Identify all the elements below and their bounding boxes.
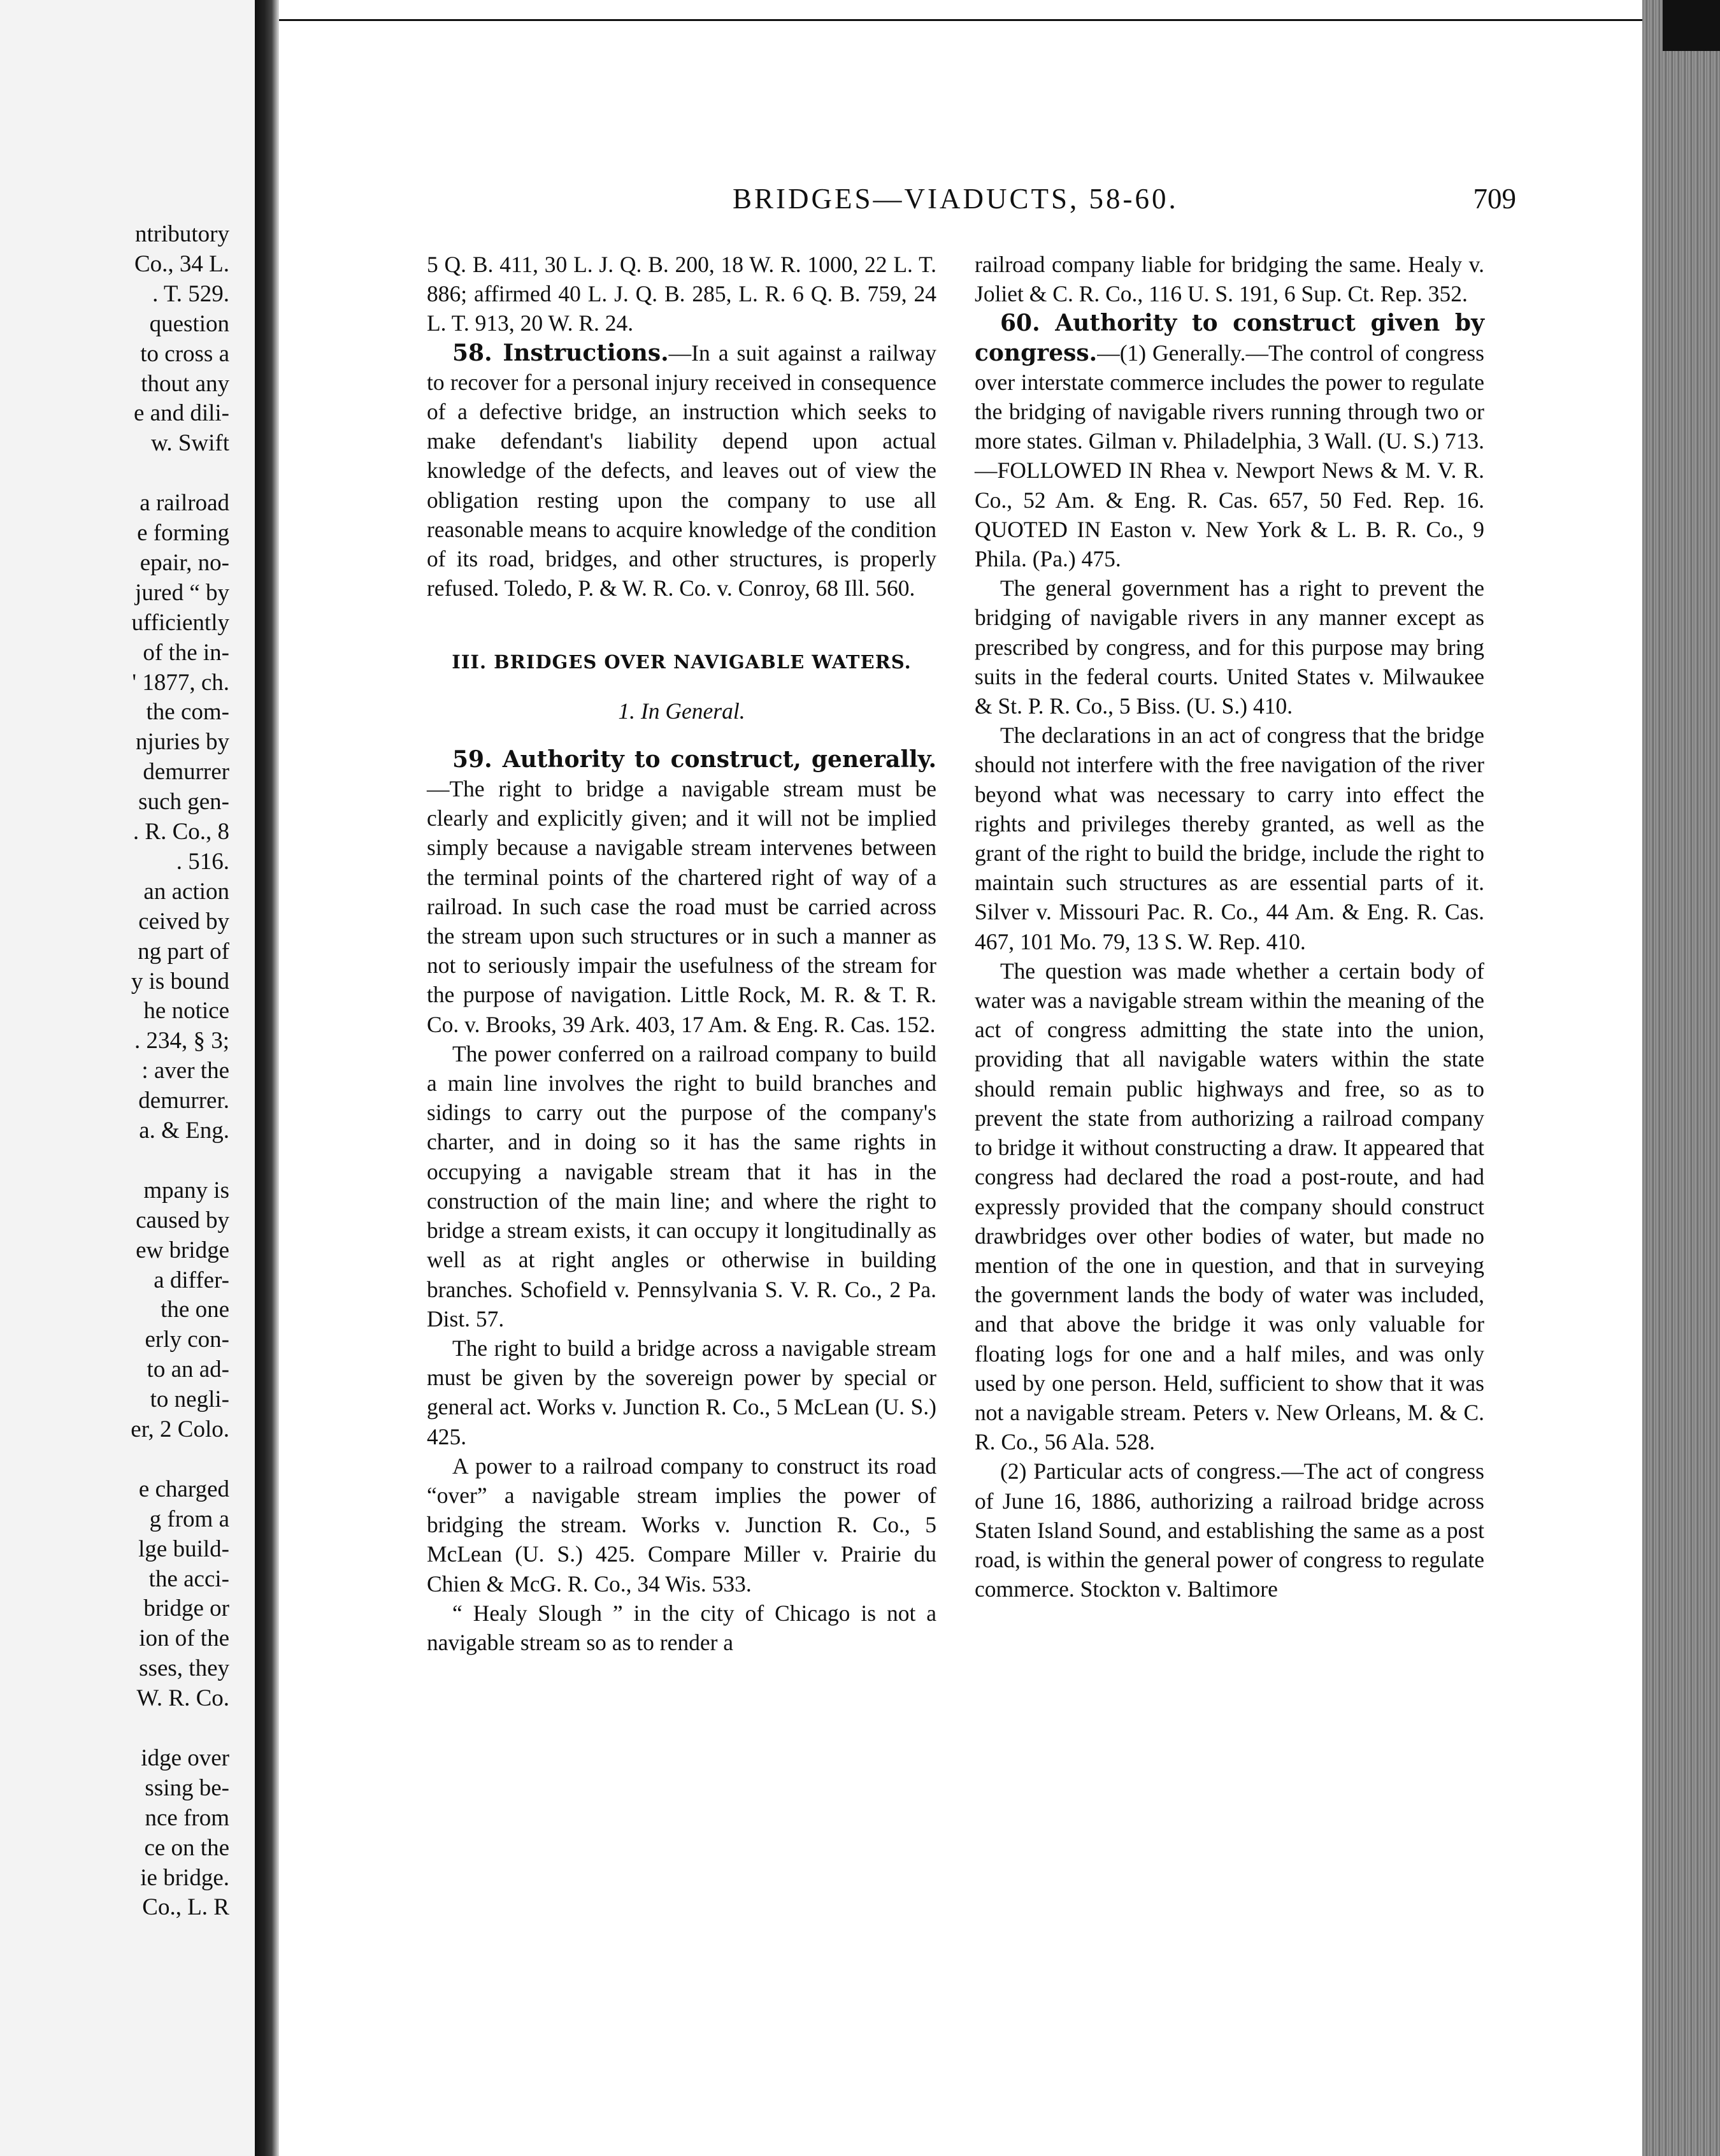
page-number: 709 (1473, 183, 1516, 215)
section-59 (427, 745, 936, 1039)
left-page-line: to cross a (140, 340, 229, 367)
left-page-line: of the in- (143, 639, 229, 666)
section-60-text: —(1) Generally.—The control of congress over interstate commerce includes the power to regulate the bridging of navigable rivers running through two or more states. Gilman v. Philadelphia, 3 Wall. (U. S.) 713.—FOLLOWED IN Rhea v. Newport News & M. V. R. Co., 52 Am. & Eng. R. Cas. 657, 50 Fed. Rep. 16. QUOTED IN Easton v. New York & L. B. R. Co., 9 Phila. (Pa.) 475. (975, 340, 1484, 572)
left-page-line: njuries by (136, 729, 229, 756)
left-page-line: he notice (143, 998, 229, 1024)
section-58-text: —In a suit against a railway to recover for a personal injury received in consequence of a defective bridge, an instruction which seeks to make defendant's liability depend upon actual knowledge of the defects, and leaves out of view the obligation resting upon the company to use all reasonable means to acquire knowledge of the condition of its road, bridges, and other structures, is properly refused. Toledo, P. & W. R. Co. v. Conroy, 68 Ill. 560. (427, 340, 936, 601)
left-page-line: to negli- (150, 1386, 229, 1413)
left-page-line: Co., 34 L. (134, 250, 229, 277)
page-edges-dark (1663, 0, 1720, 51)
left-page-line: question (149, 310, 229, 337)
paragraph-question: The question was made whether a certain body of water was a navigable stream within the meaning of the act of congress admitting the state into the union, providing that all navigable waters within the state should remain public highways and free, so as to prevent the state from authorizing a railroad company to bridge it without constructing a draw. It appeared that congress had declared the road a post-route, and had expressly provided that the company should construct drawbridges over other bodies of water, but made no mention of the one in question, and that in surveying the government lands the body of water was included, and that above the bridge it was only valuable for floating logs for one and a half miles, and was only used by one person. Held, sufficient to show that it was not a navigable stream. Peters v. New Orleans, M. & C. R. Co., 56 Ala. 528. (975, 958, 1484, 1455)
left-page-line: such gen- (138, 789, 229, 816)
paragraph-healy-slough: “ Healy Slough ” in the city of Chicago is not a navigable stream so as to render a (427, 1600, 936, 1655)
left-page-line: e forming (137, 520, 229, 546)
left-page-line: ssing be- (145, 1774, 229, 1801)
left-page-line: caused by (136, 1207, 229, 1233)
section-59-heading: 59. Authority to construct, generally. (452, 745, 936, 773)
paragraph-right-to-build: The right to build a bridge across a navigable stream must be given by the sovereign power by special or general act. Works v. Junction R. Co., 5 McLean (U. S.) 425. (427, 1335, 936, 1449)
left-page-line: a. & Eng. (139, 1118, 229, 1144)
paragraph-general-government: The general government has a right to prevent the bridging of navigable rivers in any manner except as prescribed by congress, and for this purpose may bring suits in the federal courts. United States v. Milwaukee & St. P. R. Co., 5 Biss. (U. S.) 410. (975, 575, 1484, 719)
left-page-line: ntributory (135, 221, 229, 247)
left-page-line: an action (143, 878, 229, 905)
left-page-line: thout any (141, 370, 229, 397)
left-page-line: ' 1877, ch. (132, 669, 229, 696)
left-page-line: jured “ by (135, 579, 229, 606)
paragraph-power-conferred: The power conferred on a railroad company to build a main line involves the right to build branches and sidings to carry out the purpose of the company's charter, and in doing so it has the same rights in occupying a navigable stream that it has in the construction of the main line; and where the right to bridge a stream exists, it can occupy it longitudinally as well as at right angles or otherwise in building branches. Schofield v. Pennsylvania S. V. R. Co., 2 Pa. Dist. 57. (427, 1040, 936, 1332)
section-58-heading: 58. Instructions. (452, 339, 669, 366)
left-page-line: e charged (138, 1476, 229, 1502)
left-page-line: ew bridge (136, 1237, 229, 1263)
left-page-line: w. Swift (151, 430, 229, 457)
left-page-line: ng part of (138, 938, 229, 965)
left-page-line: ce on the (144, 1834, 229, 1861)
left-page-line: : aver the (141, 1058, 229, 1084)
page-top-edge (279, 0, 1642, 21)
column-2 (975, 250, 1484, 1604)
column-1 (427, 250, 936, 1657)
section-59-text: —The right to bridge a navigable stream must be clearly and explicitly given; and it will not be implied simply because a navigable stream intervenes between the terminal points of the chartered right of way of a railroad. In such case the road must be carried across the stream upon such structures or in such a manner as not to seriously impair the usefulness of the stream for the purpose of navigation. Little Rock, M. R. & T. R. Co. v. Brooks, 39 Ark. 403, 17 Am. & Eng. R. Cas. 152. (427, 776, 936, 1037)
paragraph-citation-continuation: 5 Q. B. 411, 30 L. J. Q. B. 200, 18 W. R. 1000, 22 L. T. 886; affirmed 40 L. J. Q. B. 285, L. R. 6 Q. B. 759, 24 L. T. 913, 20 W. R. 24. (427, 252, 936, 336)
left-page-line: ion of the (139, 1625, 229, 1652)
book-gutter (255, 0, 279, 2156)
paragraph-healy-continuation: railroad company liable for bridging the same. Healy v. Joliet & C. R. Co., 116 U. S. 191, 6 Sup. Ct. Rep. 352. (975, 252, 1484, 307)
left-page-line: y is bound (131, 968, 229, 995)
left-page-line: . R. Co., 8 (133, 819, 229, 845)
left-page-line: the one (161, 1297, 229, 1323)
left-page-line: . 234, § 3; (134, 1028, 229, 1054)
left-page-line: a differ- (154, 1267, 229, 1293)
section-60 (975, 308, 1484, 573)
left-page-line: . T. 529. (152, 280, 229, 307)
left-page-text-fragment (0, 0, 229, 2156)
section-60-heading: 60. Authority to construct given by congress. (975, 310, 1484, 366)
paragraph-particular-acts: (2) Particular acts of congress.—The act of congress of June 16, 1886, authorizing a railroad bridge across Staten Island Sound, and establishing the same as a post road, is within the general power of congress to regulate commerce. Stockton v. Baltimore (975, 1458, 1484, 1602)
left-page-line: nce from (145, 1804, 229, 1831)
left-page-line: demurrer. (138, 1088, 229, 1114)
left-page-line: epair, no- (140, 549, 229, 576)
left-page-line: idge over (141, 1744, 229, 1771)
left-page-line: . 516. (176, 848, 229, 875)
left-page-line: erly con- (145, 1326, 229, 1353)
sub-heading: 1. In General. (618, 698, 745, 724)
left-page-line: demurrer (143, 759, 229, 786)
left-page-line: to an ad- (147, 1356, 229, 1383)
left-page-line: the acci- (148, 1565, 229, 1592)
left-page-line: Co., L. R (142, 1894, 229, 1921)
left-page-line: ceived by (138, 908, 229, 935)
left-page-line: a railroad (140, 490, 229, 517)
paragraph-declarations: The declarations in an act of congress that the bridge should not interfere with the free navigation of the river beyond what was necessary to carry into effect the rights and privileges thereby granted, as well as the grant of the right to build the bridge, include the right to maintain such structures as are essential parts of it. Silver v. Missouri Pac. R. Co., 44 Am. & Eng. R. Cas. 467, 101 Mo. 79, 13 S. W. Rep. 410. (975, 722, 1484, 954)
left-page-line: bridge or (143, 1595, 229, 1622)
section-58 (427, 338, 936, 603)
page-header (733, 182, 1516, 220)
left-page-line: e and dili- (133, 400, 229, 427)
left-page-line: lge build- (138, 1535, 229, 1562)
left-page-line: W. R. Co. (136, 1685, 229, 1712)
part-heading: III. BRIDGES OVER NAVIGABLE WATERS. (452, 651, 912, 673)
left-page-line: sses, they (139, 1655, 229, 1682)
page-edges (1642, 0, 1720, 2156)
left-page-line: er, 2 Colo. (131, 1416, 229, 1442)
left-page-line: g from a (149, 1506, 229, 1532)
left-page-line: the com- (146, 699, 229, 726)
left-page-line: mpany is (143, 1177, 229, 1204)
left-page-line: ufficiently (131, 609, 229, 636)
left-page (0, 0, 260, 2156)
left-page-line: ie bridge. (140, 1864, 229, 1891)
paragraph-power-over: A power to a railroad company to construct its road “over” a navigable stream implies the power of bridging the stream. Works v. Junction R. Co., 5 McLean (U. S.) 425. Compare Miller v. Prairie du Chien & McG. R. Co., 34 Wis. 533. (427, 1453, 936, 1597)
running-title: BRIDGES—VIADUCTS, 58-60. (733, 183, 1179, 215)
